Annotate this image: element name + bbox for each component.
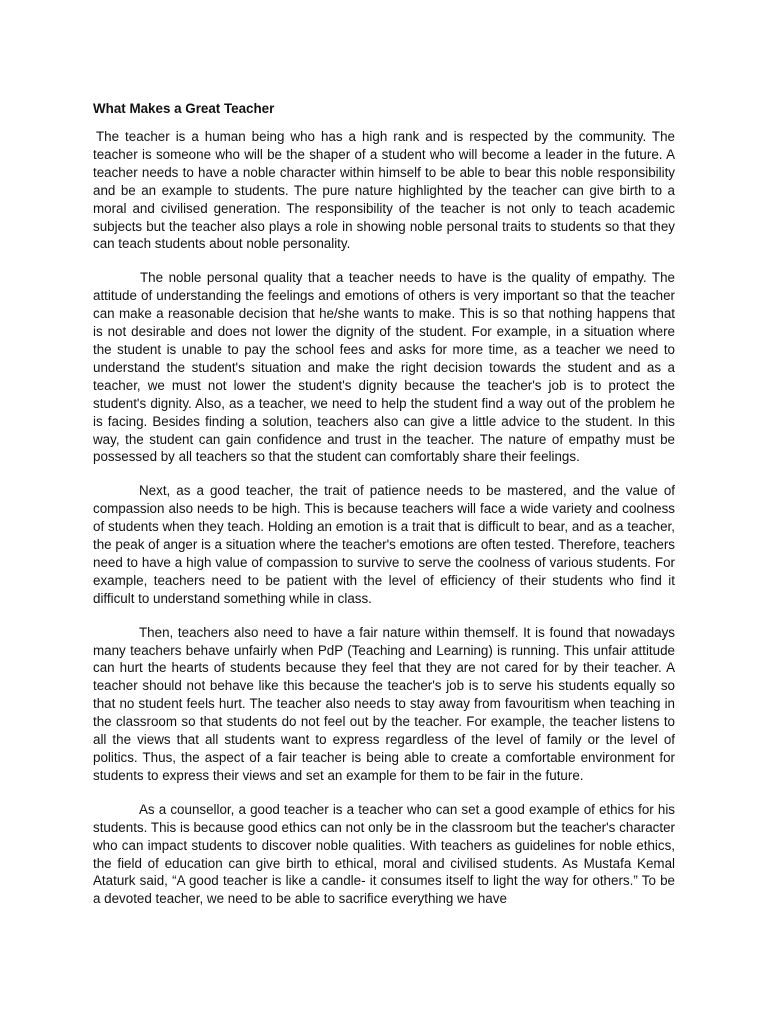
paragraph-patience: Next, as a good teacher, the trait of patience needs to be mastered, and the value of compassion also needs to be high. This is because teachers will face a wide variety and coolness of students when they teach. Holding an emotion is a trait that is difficult to bear, and as a teacher, the peak of anger is a situation where the teacher's emotions are often tested. Therefore, teachers need to have a high value of compassion to survive to serve the coolness of various students. For example, teachers need to be patient with the level of efficiency of their students who find it difficult to understand something while in class. bbox=[93, 483, 675, 606]
paragraph-empathy: The noble personal quality that a teacher needs to have is the quality of empathy. The attitude of understanding the feelings and emotions of others is very important so that the teacher can make a reasonable decision that he/she wants to make. This is so that nothing happens that is not desirable and does not lower the dignity of the student. For example, in a situation where the student is unable to pay the school fees and asks for more time, as a teacher we need to understand the student's situation and make the right decision towards the student and as a teacher, we must not lower the student's dignity because the teacher's job is to protect the student's dignity. Also, as a teacher, we need to help the student find a way out of the problem he is facing. Besides finding a solution, teachers also can give a little advice to the student. In this way, the student can gain confidence and trust in the teacher. The nature of empathy must be possessed by all teachers so that the student can comfortably share their feelings. bbox=[93, 270, 675, 465]
paragraph-intro: The teacher is a human being who has a high rank and is respected by the community. The teacher is someone who will be the shaper of a student who will become a leader in the future. A teacher needs to have a noble character within himself to be able to bear this noble responsibility and be an example to students. The pure nature highlighted by the teacher can give birth to a moral and civilised generation. The responsibility of the teacher is not only to teach academic subjects but the teacher also plays a role in showing noble personal traits to students so that they can teach students about noble personality. bbox=[93, 129, 675, 252]
document-body bbox=[93, 100, 675, 908]
paragraph-counsellor: As a counsellor, a good teacher is a teacher who can set a good example of ethics for his students. This is because good ethics can not only be in the classroom but the teacher's character who can impact students to discover noble qualities. With teachers as guidelines for noble ethics, the field of education can give birth to ethical, moral and civilised students. As Mustafa Kemal Ataturk said, “A good teacher is like a candle- it consumes itself to light the way for others.” To be a devoted teacher, we need to be able to sacrifice everything we have bbox=[93, 801, 675, 907]
document-title: What Makes a Great Teacher bbox=[93, 101, 275, 116]
paragraph-fairness: Then, teachers also need to have a fair nature within themself. It is found that nowadays many teachers behave unfairly when PdP (Teaching and Learning) is running. This unfair attitude can hurt the hearts of students because they feel that they are not cared for by their teacher. A teacher should not behave like this because the teacher's job is to serve his students equally so that no student feels hurt. The teacher also needs to stay away from favouritism when teaching in the classroom so that students do not feel out by the teacher. For example, the teacher listens to all the views that all students want to express regardless of the level of family or the level of politics. Thus, the aspect of a fair teacher is being able to create a comfortable environment for students to express their views and set an example for them to be fair in the future. bbox=[93, 624, 675, 783]
